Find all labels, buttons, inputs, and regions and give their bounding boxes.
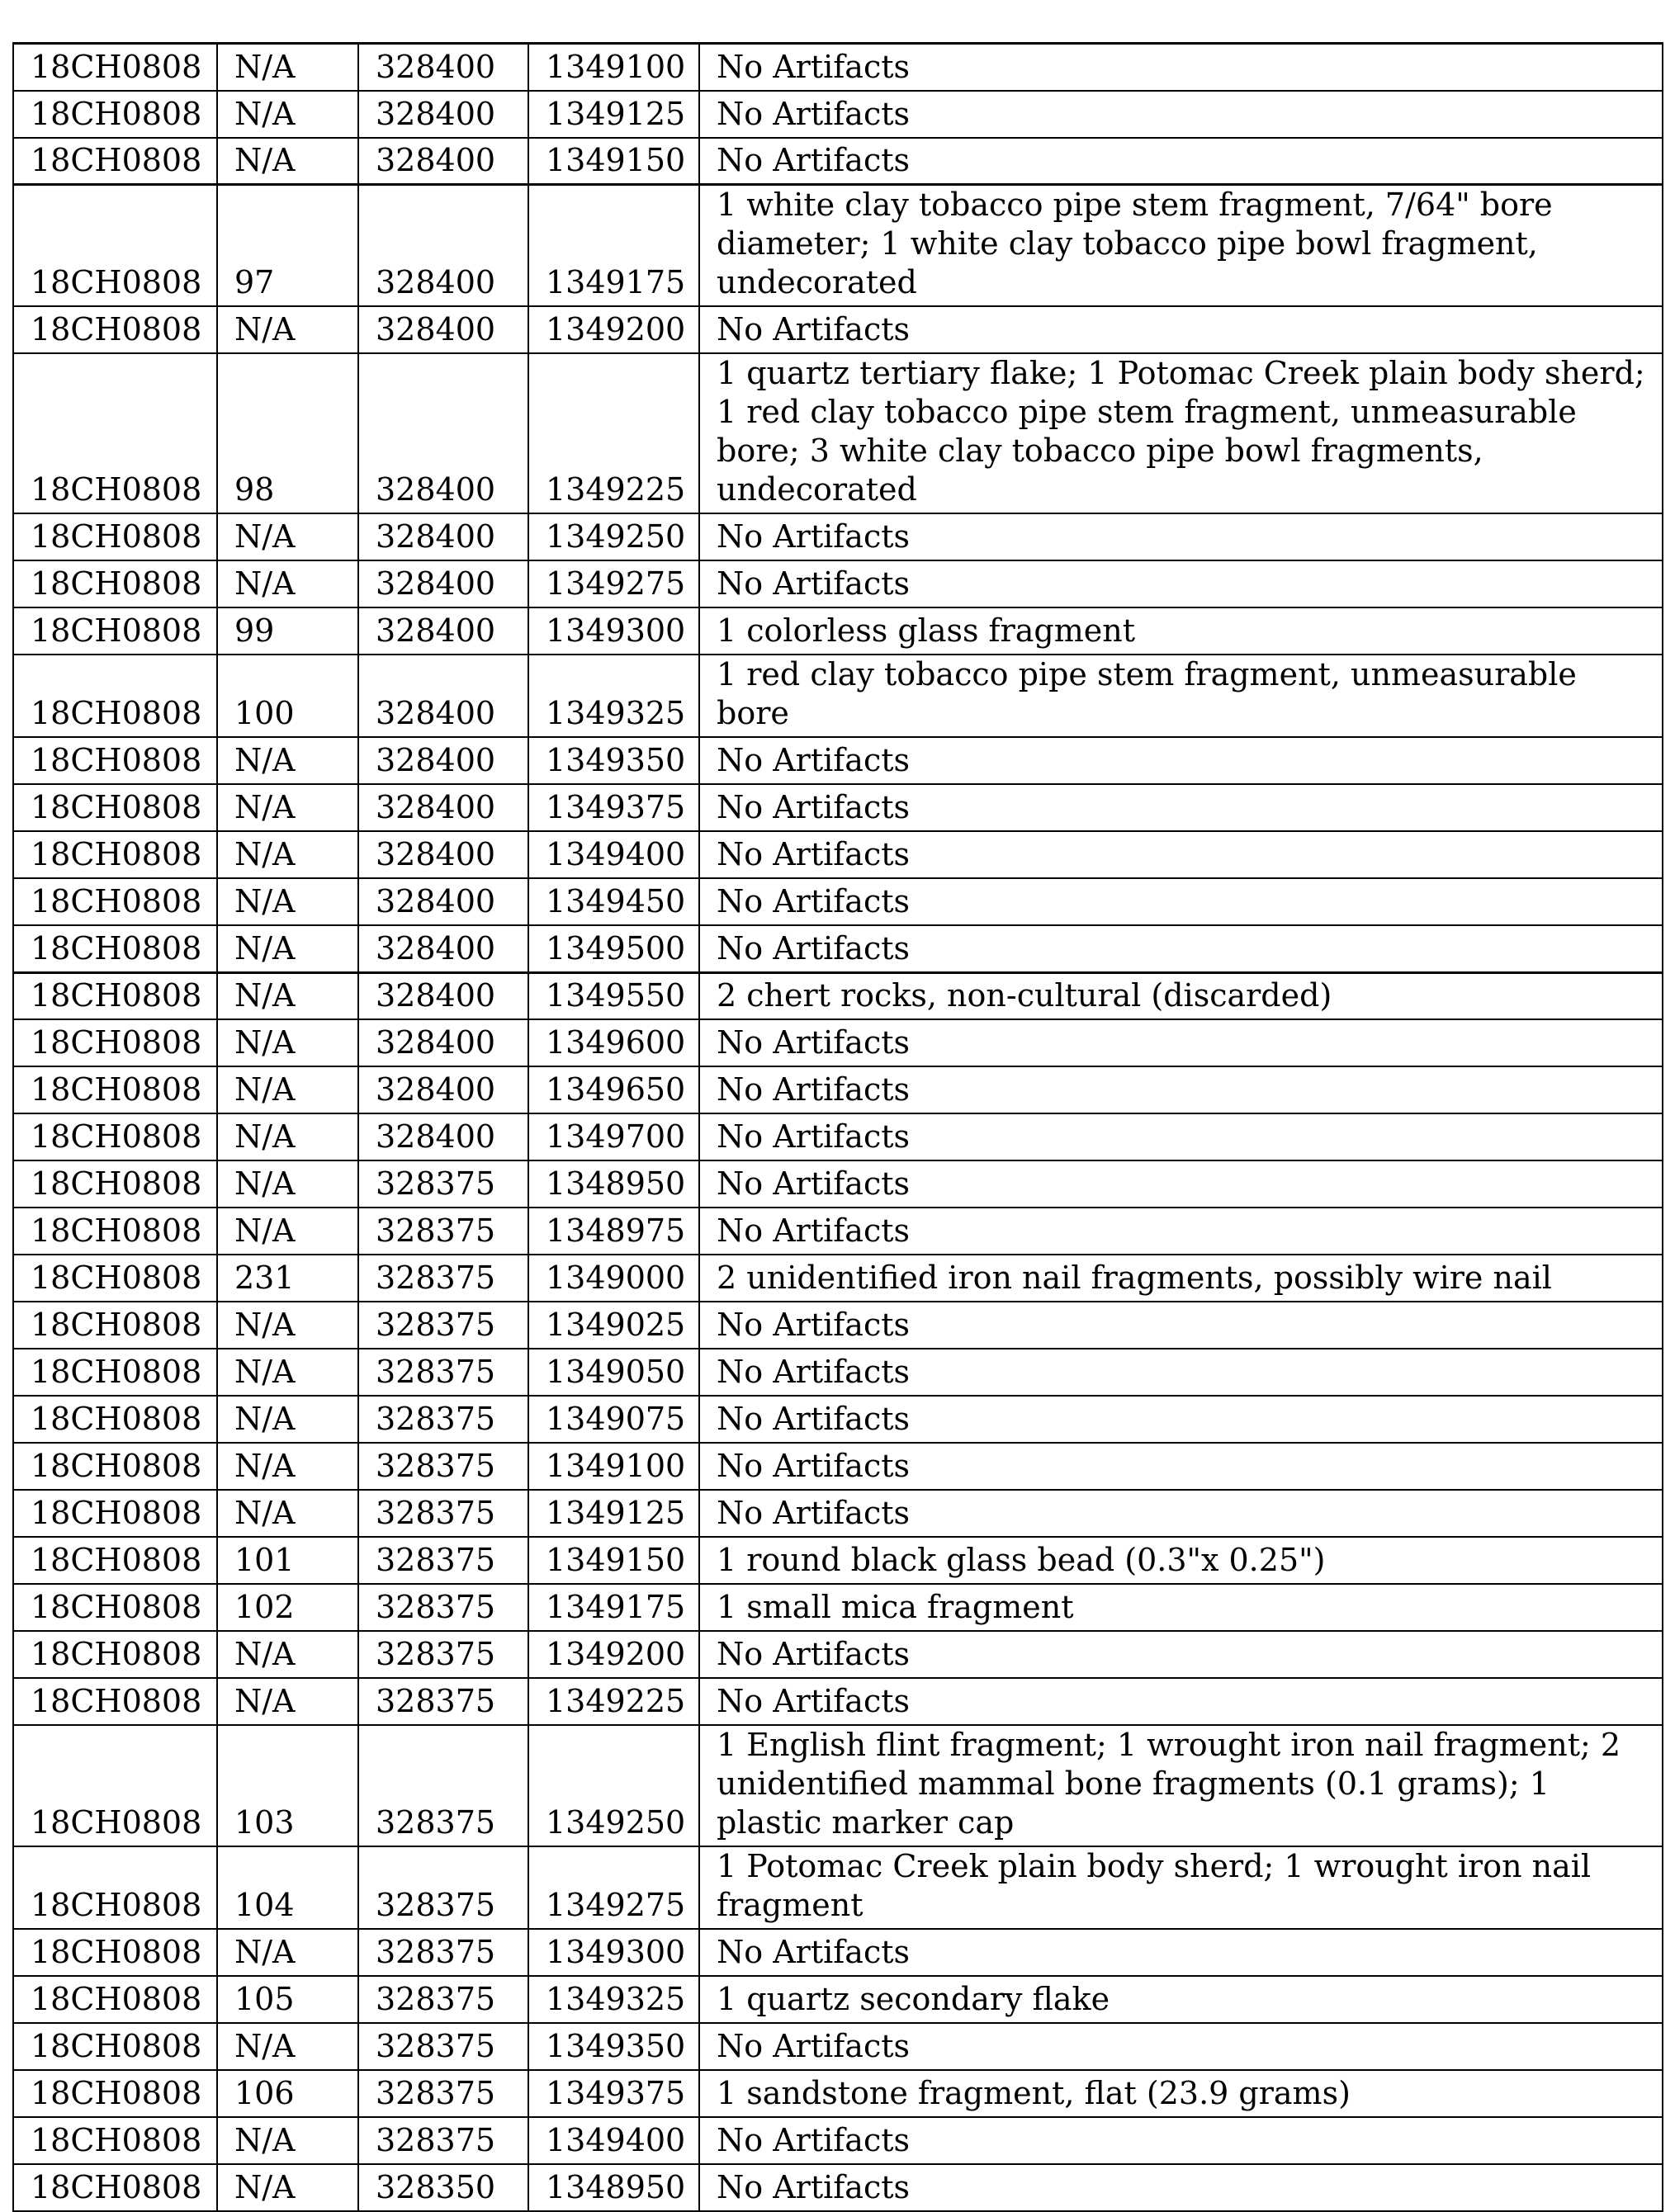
easting-cell: 1348975 [528, 1208, 699, 1255]
northing-cell: 328375 [358, 1208, 528, 1255]
easting-cell: 1349600 [528, 1019, 699, 1066]
northing-cell: 328375 [358, 2070, 528, 2117]
northing-cell: 328375 [358, 1929, 528, 1976]
table-row [13, 138, 1663, 185]
northing-cell: 328375 [358, 1846, 528, 1929]
table-row [13, 185, 1663, 307]
artifact-description-cell: No Artifacts [699, 1490, 1663, 1537]
site-number-cell: 18CH0808 [13, 1160, 217, 1208]
table-row [13, 878, 1663, 925]
field-specimen-cell: 101 [217, 1537, 358, 1584]
field-specimen-cell: 100 [217, 655, 358, 737]
table-row [13, 1537, 1663, 1584]
easting-cell: 1349225 [528, 1678, 699, 1725]
northing-cell: 328375 [358, 2023, 528, 2070]
table-row [13, 1584, 1663, 1631]
table-row [13, 2070, 1663, 2117]
easting-cell: 1349375 [528, 2070, 699, 2117]
table-row [13, 1113, 1663, 1160]
field-specimen-cell: N/A [217, 44, 358, 91]
site-number-cell: 18CH0808 [13, 44, 217, 91]
field-specimen-cell: 104 [217, 1846, 358, 1929]
easting-cell: 1349250 [528, 1725, 699, 1846]
easting-cell: 1349275 [528, 1846, 699, 1929]
easting-cell: 1349000 [528, 1255, 699, 1302]
table-row [13, 1929, 1663, 1976]
artifact-description-cell: 1 round black glass bead (0.3"x 0.25") [699, 1537, 1663, 1584]
artifact-description-cell: 2 chert rocks, non-cultural (discarded) [699, 972, 1663, 1019]
northing-cell: 328375 [358, 1725, 528, 1846]
northing-cell: 328400 [358, 185, 528, 307]
site-number-cell: 18CH0808 [13, 1631, 217, 1678]
easting-cell: 1349100 [528, 1443, 699, 1490]
artifact-description-cell: No Artifacts [699, 831, 1663, 878]
field-specimen-cell: 103 [217, 1725, 358, 1846]
table-row [13, 1443, 1663, 1490]
artifact-description-cell: No Artifacts [699, 2164, 1663, 2211]
northing-cell: 328350 [358, 2164, 528, 2211]
easting-cell: 1349150 [528, 138, 699, 185]
table-row [13, 2117, 1663, 2164]
artifact-description-cell: No Artifacts [699, 513, 1663, 560]
artifact-description-cell: No Artifacts [699, 306, 1663, 353]
field-specimen-cell: N/A [217, 1208, 358, 1255]
site-number-cell: 18CH0808 [13, 1208, 217, 1255]
site-number-cell: 18CH0808 [13, 138, 217, 185]
field-specimen-cell: 98 [217, 353, 358, 513]
artifact-description-cell: 1 small mica fragment [699, 1584, 1663, 1631]
field-specimen-cell: 106 [217, 2070, 358, 2117]
site-number-cell: 18CH0808 [13, 784, 217, 831]
northing-cell: 328400 [358, 1113, 528, 1160]
northing-cell: 328375 [358, 1396, 528, 1443]
northing-cell: 328375 [358, 1255, 528, 1302]
easting-cell: 1349400 [528, 831, 699, 878]
table-row [13, 1255, 1663, 1302]
table-row [13, 1160, 1663, 1208]
easting-cell: 1349300 [528, 607, 699, 655]
northing-cell: 328375 [358, 1349, 528, 1396]
site-number-cell: 18CH0808 [13, 878, 217, 925]
northing-cell: 328375 [358, 1537, 528, 1584]
easting-cell: 1349375 [528, 784, 699, 831]
site-number-cell: 18CH0808 [13, 607, 217, 655]
northing-cell: 328375 [358, 1490, 528, 1537]
site-number-cell: 18CH0808 [13, 655, 217, 737]
table-row [13, 560, 1663, 607]
field-specimen-cell: N/A [217, 972, 358, 1019]
site-number-cell: 18CH0808 [13, 1846, 217, 1929]
easting-cell: 1348950 [528, 2164, 699, 2211]
site-number-cell: 18CH0808 [13, 1255, 217, 1302]
table-row [13, 1631, 1663, 1678]
field-specimen-cell: N/A [217, 831, 358, 878]
easting-cell: 1349225 [528, 353, 699, 513]
northing-cell: 328400 [358, 737, 528, 784]
field-specimen-cell: N/A [217, 1929, 358, 1976]
field-specimen-cell: 105 [217, 1976, 358, 2023]
artifact-description-cell: 1 quartz tertiary flake; 1 Potomac Creek plain body sherd; 1 red clay tobacco pipe stem fragment, unmeasurable bore; 3 white clay tobacco pipe bowl fragments, undecorated [699, 353, 1663, 513]
easting-cell: 1349350 [528, 737, 699, 784]
artifact-description-cell: No Artifacts [699, 925, 1663, 972]
artifact-description-cell: 2 unidentified iron nail fragments, possibly wire nail [699, 1255, 1663, 1302]
table-row [13, 91, 1663, 138]
northing-cell: 328400 [358, 925, 528, 972]
site-number-cell: 18CH0808 [13, 1019, 217, 1066]
site-number-cell: 18CH0808 [13, 1443, 217, 1490]
easting-cell: 1349175 [528, 185, 699, 307]
artifact-table [12, 42, 1663, 2212]
field-specimen-cell: N/A [217, 1066, 358, 1113]
artifact-description-cell: No Artifacts [699, 1929, 1663, 1976]
table-row [13, 306, 1663, 353]
site-number-cell: 18CH0808 [13, 1066, 217, 1113]
site-number-cell: 18CH0808 [13, 2023, 217, 2070]
site-number-cell: 18CH0808 [13, 925, 217, 972]
field-specimen-cell: N/A [217, 1396, 358, 1443]
table-row [13, 737, 1663, 784]
site-number-cell: 18CH0808 [13, 1584, 217, 1631]
northing-cell: 328400 [358, 138, 528, 185]
artifact-description-cell: No Artifacts [699, 1066, 1663, 1113]
field-specimen-cell: N/A [217, 91, 358, 138]
easting-cell: 1349450 [528, 878, 699, 925]
easting-cell: 1349125 [528, 91, 699, 138]
field-specimen-cell: N/A [217, 1019, 358, 1066]
northing-cell: 328400 [358, 353, 528, 513]
northing-cell: 328375 [358, 1443, 528, 1490]
table-row [13, 607, 1663, 655]
field-specimen-cell: N/A [217, 513, 358, 560]
field-specimen-cell: N/A [217, 878, 358, 925]
site-number-cell: 18CH0808 [13, 353, 217, 513]
artifact-description-cell: No Artifacts [699, 878, 1663, 925]
northing-cell: 328400 [358, 607, 528, 655]
artifact-description-cell: No Artifacts [699, 1349, 1663, 1396]
table-row [13, 1678, 1663, 1725]
artifact-description-cell: No Artifacts [699, 1396, 1663, 1443]
artifact-description-cell: No Artifacts [699, 1113, 1663, 1160]
table-row [13, 2023, 1663, 2070]
field-specimen-cell: N/A [217, 1678, 358, 1725]
site-number-cell: 18CH0808 [13, 306, 217, 353]
artifact-description-cell: No Artifacts [699, 1443, 1663, 1490]
site-number-cell: 18CH0808 [13, 1349, 217, 1396]
northing-cell: 328400 [358, 1066, 528, 1113]
artifact-description-cell: No Artifacts [699, 1678, 1663, 1725]
artifact-description-cell: No Artifacts [699, 138, 1663, 185]
northing-cell: 328400 [358, 560, 528, 607]
artifact-description-cell: No Artifacts [699, 560, 1663, 607]
artifact-description-cell: No Artifacts [699, 1208, 1663, 1255]
table-row [13, 44, 1663, 91]
easting-cell: 1349025 [528, 1302, 699, 1349]
field-specimen-cell: 99 [217, 607, 358, 655]
field-specimen-cell: N/A [217, 925, 358, 972]
artifact-description-cell: 1 red clay tobacco pipe stem fragment, unmeasurable bore [699, 655, 1663, 737]
easting-cell: 1349700 [528, 1113, 699, 1160]
artifact-description-cell: 1 sandstone fragment, flat (23.9 grams) [699, 2070, 1663, 2117]
table-row [13, 1302, 1663, 1349]
northing-cell: 328375 [358, 1160, 528, 1208]
table-row [13, 2164, 1663, 2211]
table-row [13, 655, 1663, 737]
site-number-cell: 18CH0808 [13, 513, 217, 560]
table-row [13, 1725, 1663, 1846]
northing-cell: 328375 [358, 1976, 528, 2023]
table-row [13, 1846, 1663, 1929]
artifact-description-cell: No Artifacts [699, 1019, 1663, 1066]
easting-cell: 1348950 [528, 1160, 699, 1208]
site-number-cell: 18CH0808 [13, 2070, 217, 2117]
field-specimen-cell: N/A [217, 1349, 358, 1396]
table-row [13, 784, 1663, 831]
easting-cell: 1349275 [528, 560, 699, 607]
field-specimen-cell: N/A [217, 306, 358, 353]
artifact-description-cell: 1 colorless glass fragment [699, 607, 1663, 655]
artifact-description-cell: 1 English flint fragment; 1 wrought iron nail fragment; 2 unidentified mammal bone fragments (0.1 grams); 1 plastic marker cap [699, 1725, 1663, 1846]
site-number-cell: 18CH0808 [13, 737, 217, 784]
artifact-description-cell: 1 quartz secondary flake [699, 1976, 1663, 2023]
site-number-cell: 18CH0808 [13, 1976, 217, 2023]
field-specimen-cell: 231 [217, 1255, 358, 1302]
table-row [13, 1976, 1663, 2023]
easting-cell: 1349250 [528, 513, 699, 560]
site-number-cell: 18CH0808 [13, 1302, 217, 1349]
northing-cell: 328400 [358, 831, 528, 878]
table-row [13, 925, 1663, 972]
northing-cell: 328400 [358, 306, 528, 353]
easting-cell: 1349500 [528, 925, 699, 972]
field-specimen-cell: N/A [217, 1443, 358, 1490]
table-row [13, 1019, 1663, 1066]
site-number-cell: 18CH0808 [13, 1537, 217, 1584]
artifact-description-cell: No Artifacts [699, 1160, 1663, 1208]
artifact-description-cell: No Artifacts [699, 737, 1663, 784]
northing-cell: 328375 [358, 2117, 528, 2164]
easting-cell: 1349200 [528, 1631, 699, 1678]
field-specimen-cell: N/A [217, 1490, 358, 1537]
artifact-table-body [13, 44, 1663, 2212]
field-specimen-cell: 97 [217, 185, 358, 307]
easting-cell: 1349350 [528, 2023, 699, 2070]
easting-cell: 1349050 [528, 1349, 699, 1396]
easting-cell: 1349325 [528, 655, 699, 737]
easting-cell: 1349325 [528, 1976, 699, 2023]
easting-cell: 1349150 [528, 1537, 699, 1584]
easting-cell: 1349125 [528, 1490, 699, 1537]
northing-cell: 328400 [358, 513, 528, 560]
artifact-description-cell: No Artifacts [699, 2023, 1663, 2070]
site-number-cell: 18CH0808 [13, 1113, 217, 1160]
northing-cell: 328400 [358, 91, 528, 138]
site-number-cell: 18CH0808 [13, 2164, 217, 2211]
site-number-cell: 18CH0808 [13, 972, 217, 1019]
field-specimen-cell: N/A [217, 1160, 358, 1208]
table-row [13, 972, 1663, 1019]
field-specimen-cell: N/A [217, 2023, 358, 2070]
artifact-description-cell: No Artifacts [699, 1631, 1663, 1678]
artifact-description-cell: No Artifacts [699, 784, 1663, 831]
northing-cell: 328375 [358, 1302, 528, 1349]
site-number-cell: 18CH0808 [13, 560, 217, 607]
site-number-cell: 18CH0808 [13, 1725, 217, 1846]
field-specimen-cell: N/A [217, 2164, 358, 2211]
northing-cell: 328400 [358, 1019, 528, 1066]
field-specimen-cell: N/A [217, 784, 358, 831]
northing-cell: 328400 [358, 878, 528, 925]
site-number-cell: 18CH0808 [13, 1678, 217, 1725]
table-row [13, 1208, 1663, 1255]
northing-cell: 328400 [358, 784, 528, 831]
table-row [13, 513, 1663, 560]
site-number-cell: 18CH0808 [13, 1490, 217, 1537]
field-specimen-cell: N/A [217, 560, 358, 607]
field-specimen-cell: N/A [217, 1302, 358, 1349]
easting-cell: 1349175 [528, 1584, 699, 1631]
artifact-description-cell: 1 white clay tobacco pipe stem fragment, 7/64" bore diameter; 1 white clay tobacco pipe bowl fragment, undecorated [699, 185, 1663, 307]
artifact-description-cell: No Artifacts [699, 2117, 1663, 2164]
northing-cell: 328375 [358, 1631, 528, 1678]
site-number-cell: 18CH0808 [13, 1396, 217, 1443]
table-row [13, 1066, 1663, 1113]
easting-cell: 1349650 [528, 1066, 699, 1113]
table-row [13, 1396, 1663, 1443]
field-specimen-cell: N/A [217, 1631, 358, 1678]
easting-cell: 1349400 [528, 2117, 699, 2164]
table-row [13, 353, 1663, 513]
artifact-description-cell: No Artifacts [699, 1302, 1663, 1349]
field-specimen-cell: N/A [217, 1113, 358, 1160]
site-number-cell: 18CH0808 [13, 185, 217, 307]
site-number-cell: 18CH0808 [13, 831, 217, 878]
northing-cell: 328375 [358, 1678, 528, 1725]
easting-cell: 1349300 [528, 1929, 699, 1976]
easting-cell: 1349100 [528, 44, 699, 91]
site-number-cell: 18CH0808 [13, 1929, 217, 1976]
site-number-cell: 18CH0808 [13, 2117, 217, 2164]
table-row [13, 831, 1663, 878]
field-specimen-cell: N/A [217, 2117, 358, 2164]
easting-cell: 1349075 [528, 1396, 699, 1443]
field-specimen-cell: 102 [217, 1584, 358, 1631]
northing-cell: 328400 [358, 44, 528, 91]
artifact-description-cell: No Artifacts [699, 91, 1663, 138]
easting-cell: 1349550 [528, 972, 699, 1019]
northing-cell: 328375 [358, 1584, 528, 1631]
field-specimen-cell: N/A [217, 737, 358, 784]
site-number-cell: 18CH0808 [13, 91, 217, 138]
artifact-description-cell: No Artifacts [699, 44, 1663, 91]
easting-cell: 1349200 [528, 306, 699, 353]
table-row [13, 1490, 1663, 1537]
northing-cell: 328400 [358, 655, 528, 737]
field-specimen-cell: N/A [217, 138, 358, 185]
table-row [13, 1349, 1663, 1396]
artifact-description-cell: 1 Potomac Creek plain body sherd; 1 wrought iron nail fragment [699, 1846, 1663, 1929]
northing-cell: 328400 [358, 972, 528, 1019]
